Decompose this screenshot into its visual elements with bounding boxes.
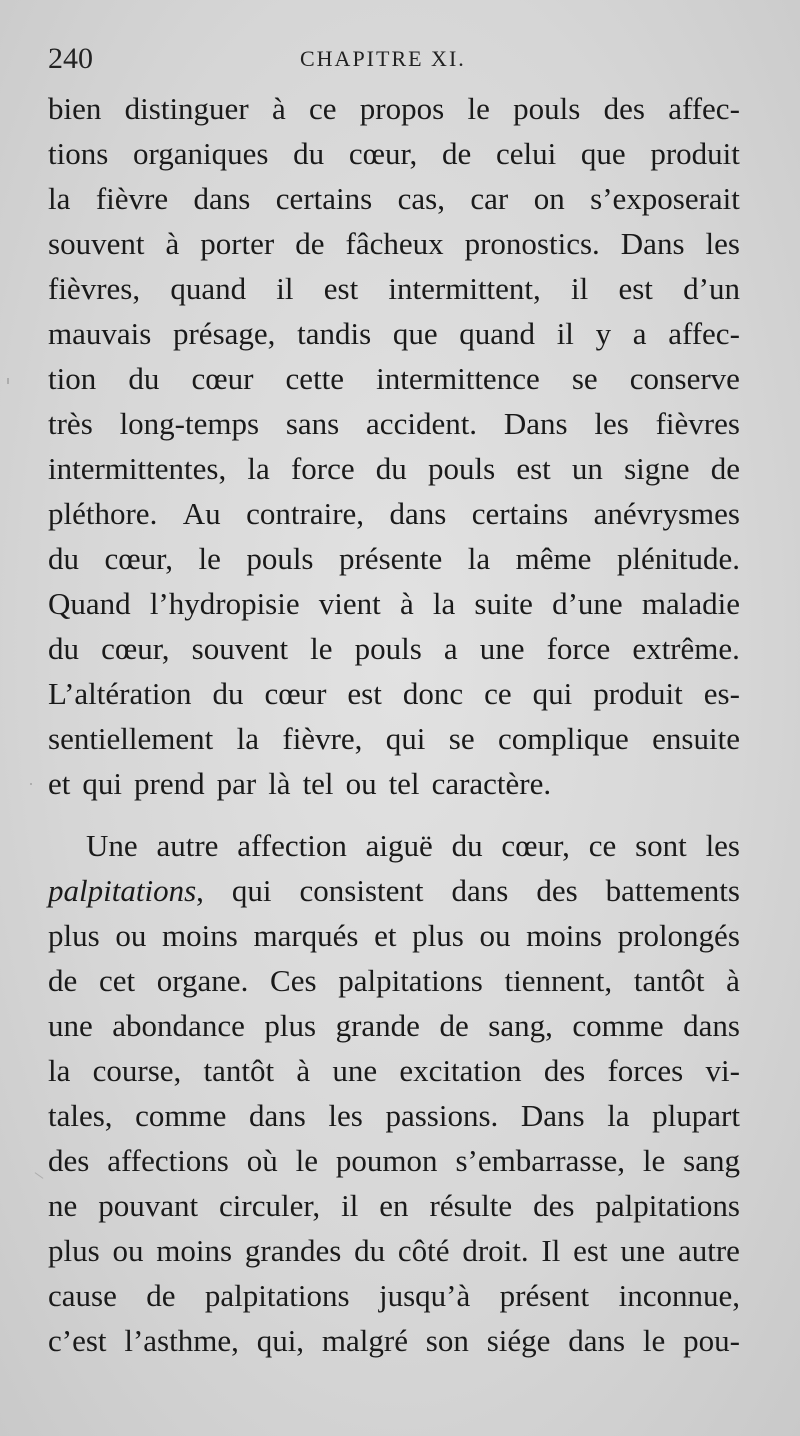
- word: pronostics.: [464, 226, 600, 261]
- word: certains: [275, 181, 373, 216]
- word: affec-: [668, 316, 740, 351]
- word: y: [595, 316, 612, 351]
- text-line: [48, 716, 740, 761]
- paper-speck: [35, 1172, 44, 1179]
- word: est: [323, 271, 359, 306]
- word: un: [571, 451, 603, 486]
- word: Au: [182, 496, 221, 531]
- text-line: [48, 401, 740, 446]
- word: Il: [541, 1233, 561, 1268]
- word: les: [705, 828, 740, 863]
- word: d’un: [683, 271, 740, 306]
- word: affection: [237, 828, 347, 863]
- word: est: [516, 451, 551, 486]
- word: pouvant: [98, 1188, 199, 1223]
- running-head: CHAPITRE XI.: [300, 46, 466, 71]
- word: battements: [605, 873, 740, 908]
- word: fièvre,: [282, 721, 363, 756]
- text-line: [48, 581, 740, 626]
- word: pléthore.: [48, 496, 158, 531]
- word: une: [48, 1008, 93, 1043]
- word: consistent: [299, 873, 424, 908]
- word: souvent: [48, 226, 145, 261]
- word: organe.: [156, 963, 249, 998]
- word: caractère.: [431, 766, 552, 801]
- word: ou: [345, 766, 377, 801]
- word: et: [48, 766, 71, 801]
- word: du: [293, 136, 325, 171]
- word: que: [580, 136, 626, 171]
- paper-speck: [30, 783, 32, 785]
- word: Dans: [620, 226, 685, 261]
- text-line: [48, 823, 740, 868]
- word: qui: [82, 766, 122, 801]
- word: présage,: [172, 316, 276, 351]
- word: Quand: [48, 586, 131, 621]
- word: cœur,: [501, 828, 570, 863]
- word: fâcheux: [345, 226, 444, 261]
- word: cœur: [264, 676, 327, 711]
- word: sang: [683, 1143, 740, 1178]
- word: intermittence: [376, 361, 540, 396]
- text-line: [48, 446, 740, 491]
- word: cause: [48, 1278, 117, 1313]
- word: du: [48, 631, 79, 666]
- word: force: [290, 451, 355, 486]
- word: dans: [451, 873, 509, 908]
- word: du: [212, 676, 244, 711]
- word: pou-: [683, 1323, 740, 1358]
- word: résulte: [429, 1188, 513, 1223]
- word: il: [556, 316, 574, 351]
- word: pouls: [354, 631, 422, 666]
- word: long-temps: [119, 406, 260, 441]
- word: force: [546, 631, 611, 666]
- word: inconnue,: [618, 1278, 740, 1313]
- word: signe: [624, 451, 690, 486]
- word: de: [48, 963, 78, 998]
- word: palpitations: [595, 1188, 740, 1223]
- word: il: [276, 271, 294, 306]
- word: tandis: [297, 316, 372, 351]
- word: de: [439, 1008, 469, 1043]
- word: qui: [532, 676, 573, 711]
- word: très: [48, 406, 93, 441]
- word: même: [515, 541, 592, 576]
- word: cette: [285, 361, 345, 396]
- text-line: [48, 1273, 740, 1318]
- word: sang,: [488, 1008, 553, 1043]
- word: tantôt: [203, 1053, 275, 1088]
- word: présent: [499, 1278, 590, 1313]
- text-line: [48, 266, 740, 311]
- word: plus: [48, 1233, 100, 1268]
- word: des: [536, 873, 578, 908]
- word: dans: [568, 1323, 626, 1358]
- word: grandes: [244, 1233, 342, 1268]
- word: prend: [134, 766, 205, 801]
- word: car: [470, 181, 509, 216]
- word: les: [594, 406, 629, 441]
- word: ou: [112, 1233, 144, 1268]
- page-number: 240: [48, 42, 93, 75]
- word: dans: [249, 1098, 306, 1133]
- word: ou: [115, 918, 147, 953]
- word: est: [618, 271, 653, 306]
- word: ce: [484, 676, 512, 711]
- word: ou: [479, 918, 511, 953]
- word: pouls: [427, 451, 496, 486]
- word: cœur,: [348, 136, 418, 171]
- word: se: [571, 361, 598, 396]
- word: des: [543, 1053, 586, 1088]
- text-line: [48, 221, 740, 266]
- word: à: [296, 1053, 311, 1088]
- word: une: [479, 631, 525, 666]
- word: mauvais: [48, 316, 152, 351]
- word: propos: [359, 91, 445, 126]
- word: suite: [474, 586, 533, 621]
- word: celui: [495, 136, 557, 171]
- word: certains: [471, 496, 569, 531]
- word: maladie: [641, 586, 740, 621]
- word: prolongés: [617, 918, 740, 953]
- text-line: [48, 176, 740, 221]
- text-line: [48, 1003, 740, 1048]
- word: affec-: [668, 91, 740, 126]
- word: pouls: [513, 91, 581, 126]
- body-text: [48, 86, 740, 1363]
- text-line: [48, 868, 740, 913]
- word: de: [442, 136, 472, 171]
- text-line: [48, 1318, 740, 1363]
- word: dans: [193, 181, 251, 216]
- word: dans: [389, 496, 447, 531]
- word: qui: [385, 721, 426, 756]
- word: tel: [388, 766, 420, 801]
- word: anévrysmes: [593, 496, 740, 531]
- word: cas,: [397, 181, 445, 216]
- word: le: [642, 1323, 666, 1358]
- text-line: [48, 311, 740, 356]
- word: son: [425, 1323, 469, 1358]
- word: là: [268, 766, 291, 801]
- word: siége: [486, 1323, 551, 1358]
- word: donc: [402, 676, 464, 711]
- text-line: [48, 1228, 740, 1273]
- word: l’hydropisie: [149, 586, 300, 621]
- word: Dans: [503, 406, 568, 441]
- word: le: [642, 1143, 666, 1178]
- word: ne: [48, 1188, 78, 1223]
- word: a: [443, 631, 458, 666]
- word: extrême.: [632, 631, 740, 666]
- word: du: [375, 451, 407, 486]
- word: s’exposerait: [590, 181, 740, 216]
- word: on: [533, 181, 565, 216]
- text-line: [48, 671, 740, 716]
- word: L’altération: [48, 676, 192, 711]
- text-line: [48, 761, 740, 806]
- word: quand: [170, 271, 247, 306]
- word: fièvres: [655, 406, 740, 441]
- word: il: [571, 271, 589, 306]
- word: à: [165, 226, 180, 261]
- word: la: [48, 181, 71, 216]
- word: à: [726, 963, 740, 998]
- word: plénitude.: [616, 541, 740, 576]
- word: les: [705, 226, 740, 261]
- word: es-: [703, 676, 740, 711]
- word: sont: [635, 828, 687, 863]
- word: fièvre: [95, 181, 169, 216]
- word: autre: [677, 1233, 740, 1268]
- word: fièvres,: [48, 271, 141, 306]
- word: a: [632, 316, 647, 351]
- word: affections: [107, 1143, 229, 1178]
- word: cœur,: [104, 541, 173, 576]
- word: la: [607, 1098, 630, 1133]
- word: circuler,: [219, 1188, 321, 1223]
- word: Ces: [270, 963, 317, 998]
- word: comme: [572, 1008, 664, 1043]
- word: à: [271, 91, 286, 126]
- word: qui,: [256, 1323, 305, 1358]
- word: palpitations,: [48, 873, 204, 908]
- word: qui: [231, 873, 272, 908]
- word: la: [432, 586, 456, 621]
- text-line: [48, 1138, 740, 1183]
- word: une: [332, 1053, 378, 1088]
- word: est: [573, 1233, 608, 1268]
- word: tion: [48, 361, 97, 396]
- word: à: [399, 586, 414, 621]
- word: bien: [48, 91, 102, 126]
- word: s’embarrasse,: [455, 1143, 625, 1178]
- word: palpitations: [204, 1278, 350, 1313]
- word: distinguer: [124, 91, 249, 126]
- word: de: [295, 226, 325, 261]
- word: de: [710, 451, 740, 486]
- word: sans: [285, 406, 340, 441]
- word: forces: [607, 1053, 684, 1088]
- word: cet: [98, 963, 136, 998]
- word: abondance: [112, 1008, 245, 1043]
- word: grande: [335, 1008, 420, 1043]
- word: plus: [264, 1008, 317, 1043]
- page-header: [48, 38, 752, 78]
- word: du: [48, 541, 79, 576]
- word: complique: [497, 721, 629, 756]
- text-line: [48, 491, 740, 536]
- text-line: [48, 536, 740, 581]
- word: les: [328, 1098, 363, 1133]
- word: des: [603, 91, 645, 126]
- word: la: [236, 721, 260, 756]
- word: quand: [459, 316, 536, 351]
- text-line: [48, 1093, 740, 1138]
- word: aiguë: [365, 828, 433, 863]
- word: dans: [683, 1008, 740, 1043]
- word: sentiellement: [48, 721, 214, 756]
- text-line: [48, 958, 740, 1003]
- word: l’asthme,: [124, 1323, 239, 1358]
- word: accident.: [366, 406, 478, 441]
- word: le: [198, 541, 221, 576]
- word: de: [146, 1278, 176, 1313]
- word: et: [374, 918, 397, 953]
- word: plus: [412, 918, 464, 953]
- word: vient: [318, 586, 381, 621]
- word: est: [347, 676, 382, 711]
- word: moins: [526, 918, 602, 953]
- word: porter: [200, 226, 275, 261]
- word: palpitations: [338, 963, 483, 998]
- word: conserve: [629, 361, 740, 396]
- word: souvent: [191, 631, 289, 666]
- word: où: [246, 1143, 278, 1178]
- word: il: [341, 1188, 359, 1223]
- word: c’est: [48, 1323, 107, 1358]
- word: cœur,: [101, 631, 170, 666]
- word: moins: [156, 1233, 233, 1268]
- word: tiennent,: [504, 963, 613, 998]
- word: tales,: [48, 1098, 113, 1133]
- word: contraire,: [246, 496, 365, 531]
- text-line: [48, 626, 740, 671]
- word: comme: [135, 1098, 227, 1133]
- word: plus: [48, 918, 100, 953]
- word: ensuite: [652, 721, 740, 756]
- word: malgré: [321, 1323, 408, 1358]
- word: excitation: [399, 1053, 522, 1088]
- word: passions.: [385, 1098, 499, 1133]
- word: des: [533, 1188, 575, 1223]
- word: plupart: [652, 1098, 740, 1133]
- text-line: [48, 86, 740, 131]
- word: du: [354, 1233, 386, 1268]
- word: en: [379, 1188, 409, 1223]
- word: par: [216, 766, 257, 801]
- word: Une: [86, 828, 138, 863]
- text-line: [48, 913, 740, 958]
- word: une: [620, 1233, 666, 1268]
- word: produit: [650, 136, 740, 171]
- word: intermittentes,: [48, 451, 227, 486]
- word: du: [451, 828, 483, 863]
- word: le: [310, 631, 333, 666]
- word: ce: [588, 828, 617, 863]
- text-line: [48, 1048, 740, 1093]
- word: présente: [338, 541, 443, 576]
- word: que: [392, 316, 438, 351]
- word: se: [448, 721, 475, 756]
- word: pouls: [246, 541, 314, 576]
- word: tel: [302, 766, 334, 801]
- word: moins: [162, 918, 238, 953]
- word: d’une: [552, 586, 623, 621]
- word: Dans: [520, 1098, 585, 1133]
- text-line: [48, 1183, 740, 1228]
- word: produit: [593, 676, 683, 711]
- word: le: [467, 91, 490, 126]
- word: des: [48, 1143, 90, 1178]
- word: autre: [156, 828, 219, 863]
- word: du: [128, 361, 160, 396]
- word: le: [295, 1143, 319, 1178]
- word: ce: [308, 91, 337, 126]
- word: organiques: [132, 136, 269, 171]
- word: droit.: [462, 1233, 529, 1268]
- word: vi-: [705, 1053, 740, 1088]
- word: tions: [48, 136, 109, 171]
- text-line: [48, 356, 740, 401]
- word: poumon: [335, 1143, 438, 1178]
- paragraph-gap: [48, 806, 740, 823]
- word: course,: [92, 1053, 182, 1088]
- word: la: [247, 451, 270, 486]
- text-line: [48, 131, 740, 176]
- word: la: [467, 541, 491, 576]
- word: côté: [397, 1233, 450, 1268]
- word: marqués: [253, 918, 359, 953]
- word: tantôt: [633, 963, 705, 998]
- word: intermittent,: [388, 271, 541, 306]
- paper-speck: [7, 378, 9, 384]
- word: cœur: [191, 361, 254, 396]
- word: la: [48, 1053, 71, 1088]
- word: jusqu’à: [378, 1278, 471, 1313]
